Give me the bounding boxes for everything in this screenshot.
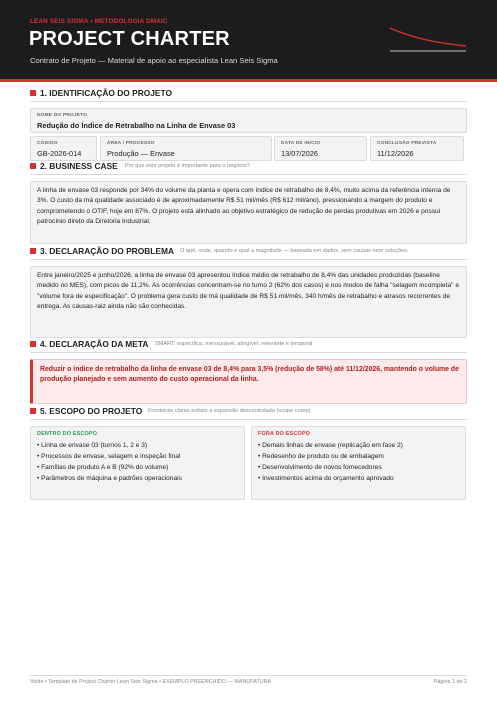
section-5-title: 5. ESCOPO DO PROJETO bbox=[40, 406, 143, 416]
page-number: Página 1 de 2 bbox=[433, 679, 467, 685]
section-divider bbox=[30, 174, 467, 175]
out-of-scope-box bbox=[251, 426, 466, 500]
list-item: • Redesenho de produto ou de embalagem bbox=[258, 453, 384, 461]
out-of-scope-title: FORA DO ESCOPO bbox=[258, 431, 311, 437]
in-scope-box bbox=[30, 426, 245, 500]
section-3-title: 3. DECLARAÇÃO DO PROBLEMA bbox=[40, 246, 175, 256]
section-2-heading bbox=[30, 161, 467, 173]
business-case-text: A linha de envase 03 responde por 34% do volume da planta e opera com índice de retrabalho de 8,4%, muito acima da referência interna de 3%. O custo da má qualidade associado é de aproximadamente R$ 51 mil/mês (R$ 612 mil/ano), pressionando a margem do produto e comprometendo o OTIF, hoje em 87%. O projeto está alinhado ao objetivo estratégico de redução de perdas produtivas em 2026 e possui patrocínio direto da Diretoria Industrial. bbox=[30, 181, 467, 244]
area-value: Produção — Envase bbox=[107, 149, 175, 158]
end-date-label: CONCLUSÃO PREVISTA bbox=[377, 141, 437, 146]
list-item: • Famílias de produto A e B (92% do volume) bbox=[37, 464, 169, 472]
list-item: • Linha de envase 03 (turnos 1, 2 e 3) bbox=[37, 442, 148, 449]
area-field bbox=[100, 136, 272, 161]
section-divider bbox=[30, 352, 467, 353]
section-2-description: Por que este projeto é importante para o negócio? bbox=[125, 162, 250, 169]
start-date-label: DATA DE INÍCIO bbox=[281, 141, 321, 146]
code-label: CÓDIGO bbox=[37, 141, 58, 146]
end-date-field bbox=[370, 136, 464, 161]
start-date-value: 13/07/2026 bbox=[281, 149, 318, 158]
project-name-value: Redução do Índice de Retrabalho na Linha de Envase 03 bbox=[37, 121, 236, 130]
section-1-heading bbox=[30, 88, 467, 100]
area-label: ÁREA / PROCESSO bbox=[107, 141, 155, 146]
section-3-heading bbox=[30, 246, 467, 258]
start-date-field bbox=[274, 136, 367, 161]
section-5-heading bbox=[30, 406, 467, 418]
section-marker bbox=[30, 248, 36, 254]
code-value: GB-2026-014 bbox=[37, 149, 82, 158]
section-marker bbox=[30, 341, 36, 347]
project-name-label: NOME DO PROJETO bbox=[37, 113, 88, 118]
footer-text: Voitto • Template de Project Charter Lean Seis Sigma • EXEMPLO PREENCHIDO — MANUFATURA bbox=[30, 679, 272, 685]
out-of-scope-list bbox=[258, 440, 459, 484]
footer-divider bbox=[30, 675, 467, 676]
goal-statement-text: Reduzir o índice de retrabalho da linha de envase 03 de 8,4% para 3,5% (redução de 58%) até 11/12/2026, mantendo o volume de produção planejado e sem aumento do custo operacional da linha. bbox=[30, 359, 467, 404]
in-scope-list bbox=[37, 440, 238, 484]
section-5-description: Fronteiras claras evitam a expansão descontrolada (scope creep) bbox=[148, 407, 311, 414]
end-date-value: 11/12/2026 bbox=[377, 149, 414, 158]
header bbox=[0, 0, 497, 79]
list-item: • Processos de envase, selagem e inspeção final bbox=[37, 453, 181, 461]
section-2-title: 2. BUSINESS CASE bbox=[40, 161, 118, 171]
section-divider bbox=[30, 101, 467, 102]
header-accent-bar bbox=[0, 79, 497, 82]
page-title: PROJECT CHARTER bbox=[29, 28, 230, 50]
declining-trend-line-icon bbox=[388, 24, 468, 54]
section-marker bbox=[30, 163, 36, 169]
code-field bbox=[30, 136, 97, 161]
list-item: • Investimentos acima do orçamento aprovado bbox=[258, 475, 394, 483]
section-divider bbox=[30, 419, 467, 420]
section-1-title: 1. IDENTIFICAÇÃO DO PROJETO bbox=[40, 88, 173, 98]
project-name-field bbox=[30, 108, 467, 133]
in-scope-title: DENTRO DO ESCOPO bbox=[37, 431, 98, 437]
page-subtitle: Contrato de Projeto — Material de apoio ao especialista Lean Seis Sigma bbox=[30, 56, 278, 65]
section-4-heading bbox=[30, 339, 467, 351]
list-item: • Demais linhas de envase (replicação em fase 2) bbox=[258, 442, 403, 449]
problem-statement-text: Entre janeiro/2025 e junho/2026, a linha de envase 03 apresentou índice médio de retrabalho de 8,4% das unidades produzidas (baseline medido no MES), com picos de 11,2%. As ocorrências concentram-se no turno 2 (62% dos casos) e nos modos de falha "selagem incompleta" e "volume fora de especificação". O problema gera custo de má qualidade de R$ 51 mil/mês, 340 h/mês de retrabalho e atrasos recorrentes de entrega. As causas-raiz ainda não são conhecidas. bbox=[30, 266, 467, 338]
section-4-description: SMART: específica, mensurável, atingível, relevante e temporal bbox=[155, 340, 313, 347]
section-4-title: 4. DECLARAÇÃO DA META bbox=[40, 339, 149, 349]
header-kicker: LEAN SEIS SIGMA • METODOLOGIA DMAIC bbox=[30, 18, 168, 25]
section-divider bbox=[30, 259, 467, 260]
list-item: • Parâmetros de máquina e padrões operacionais bbox=[37, 475, 182, 483]
list-item: • Desenvolvimento de novos fornecedores bbox=[258, 464, 382, 472]
section-3-description: O quê, onde, quando e qual a magnitude — baseada em dados, sem causas nem soluções. bbox=[180, 247, 409, 254]
section-marker bbox=[30, 90, 36, 96]
section-marker bbox=[30, 408, 36, 414]
